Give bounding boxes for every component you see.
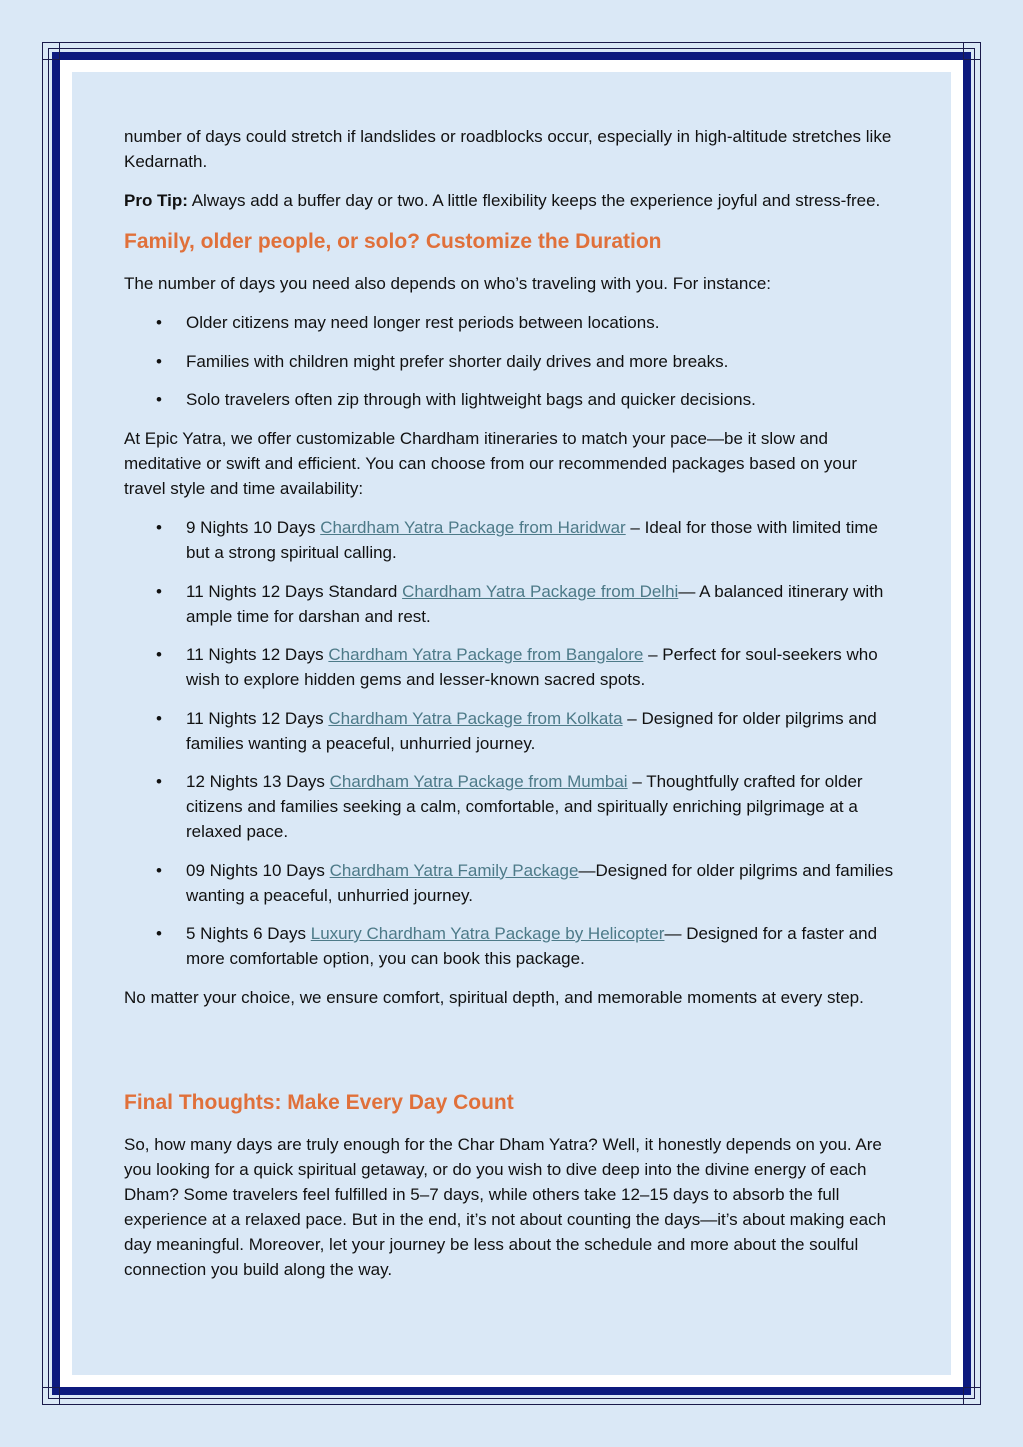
section-heading-final-thoughts: Final Thoughts: Make Every Day Count bbox=[124, 1091, 514, 1114]
section-heading-customize: Family, older people, or solo? Customize the Duration bbox=[124, 230, 662, 253]
package-list-item: • 12 Nights 13 Days Chardham Yatra Package from Mumbai – Thoughtfully crafted for older citizens and families seeking a calm, comfortable, and spiritually enriching pilgrimage at a relaxed pace. bbox=[124, 769, 899, 844]
corner-ornament-bottom-right bbox=[963, 1387, 981, 1405]
pro-tip-label: Pro Tip: bbox=[124, 191, 188, 210]
package-link-delhi[interactable]: Chardham Yatra Package from Delhi bbox=[402, 581, 679, 601]
closing-paragraph: No matter your choice, we ensure comfort, spiritual depth, and memorable moments at every step. bbox=[124, 988, 864, 1007]
package-link-helicopter[interactable]: Luxury Chardham Yatra Package by Helicopter bbox=[310, 924, 665, 943]
bullet-icon: • bbox=[156, 708, 162, 728]
package-list-item: • 5 Nights 6 Days Luxury Chardham Yatra Package by Helicopter— Designed for a faster and more comfortable option, you can book this package. bbox=[124, 921, 899, 971]
bullet-icon: • bbox=[156, 518, 162, 537]
intro-paragraph: number of days could stretch if landslides or roadblocks occur, especially in high-altitude stretches like Kedarnath. bbox=[124, 127, 892, 171]
package-link-bangalore[interactable]: Chardham Yatra Package from Bangalore bbox=[328, 645, 644, 664]
package-list-item: • 11 Nights 12 Days Standard Chardham Yatra Package from Delhi— A balanced itinerary with ample time for darshan and rest. bbox=[124, 579, 899, 629]
list-item: • Families with children might prefer shorter daily drives and more breaks. bbox=[124, 349, 899, 374]
traveler-type-list bbox=[124, 310, 899, 412]
list-item: • Older citizens may need longer rest periods between locations. bbox=[124, 310, 899, 335]
bullet-icon: • bbox=[156, 860, 162, 880]
package-list-item: • 11 Nights 12 Days Chardham Yatra Package from Kolkata – Designed for older pilgrims and families wanting a peaceful, unhurried journey. bbox=[124, 706, 899, 756]
epic-yatra-paragraph: At Epic Yatra, we offer customizable Chardham itineraries to match your pace—be it slow and meditative or swift and efficient. You can choose from our recommended packages based on your travel style and time availability: bbox=[124, 429, 858, 498]
corner-ornament-top-left bbox=[42, 42, 60, 60]
package-list-item: • 9 Nights 10 Days Chardham Yatra Package from Haridwar – Ideal for those with limited time but a strong spiritual calling. bbox=[124, 515, 899, 565]
package-link-kolkata[interactable]: Chardham Yatra Package from Kolkata bbox=[328, 708, 623, 728]
bullet-icon: • bbox=[156, 645, 162, 664]
bullet-icon: • bbox=[156, 924, 162, 943]
corner-ornament-top-right bbox=[963, 42, 981, 60]
article-body bbox=[124, 124, 899, 1296]
section-intro-paragraph: The number of days you need also depends on who’s traveling with you. For instance: bbox=[124, 274, 772, 293]
package-list bbox=[124, 515, 899, 971]
pro-tip-text: Always add a buffer day or two. A little flexibility keeps the experience joyful and stress-free. bbox=[187, 191, 881, 210]
package-link-mumbai[interactable]: Chardham Yatra Package from Mumbai bbox=[329, 772, 628, 791]
bullet-icon: • bbox=[156, 772, 162, 791]
list-item: • Solo travelers often zip through with lightweight bags and quicker decisions. bbox=[124, 387, 899, 412]
page-content bbox=[72, 72, 951, 1375]
bullet-icon: • bbox=[156, 313, 162, 332]
bullet-icon: • bbox=[156, 581, 162, 601]
section-spacer bbox=[124, 1024, 899, 1074]
package-list-item: • 09 Nights 10 Days Chardham Yatra Family Package—Designed for older pilgrims and families wanting a peaceful, unhurried journey. bbox=[124, 858, 899, 908]
corner-ornament-bottom-left bbox=[42, 1387, 60, 1405]
package-list-item: • 11 Nights 12 Days Chardham Yatra Package from Bangalore – Perfect for soul-seekers who wish to explore hidden gems and lesser-known sacred spots. bbox=[124, 642, 899, 692]
package-link-family[interactable]: Chardham Yatra Family Package bbox=[329, 860, 579, 880]
final-thoughts-paragraph: So, how many days are truly enough for the Char Dham Yatra? Well, it honestly depends on you. Are you looking for a quick spiritual getaway, or do you wish to dive deep into the divine energy of each Dham? Some travelers feel fulfilled in 5–7 days, while others take 12–15 days to absorb the full experience at a relaxed pace. But in the end, it’s not about counting the days—it’s about making each day meaningful. Moreover, let your journey be less about the schedule and more about the soulful connection you build along the way. bbox=[124, 1135, 887, 1279]
bullet-icon: • bbox=[156, 351, 162, 371]
package-link-haridwar[interactable]: Chardham Yatra Package from Haridwar bbox=[320, 518, 626, 537]
bullet-icon: • bbox=[156, 390, 162, 409]
pro-tip-paragraph bbox=[124, 188, 899, 213]
